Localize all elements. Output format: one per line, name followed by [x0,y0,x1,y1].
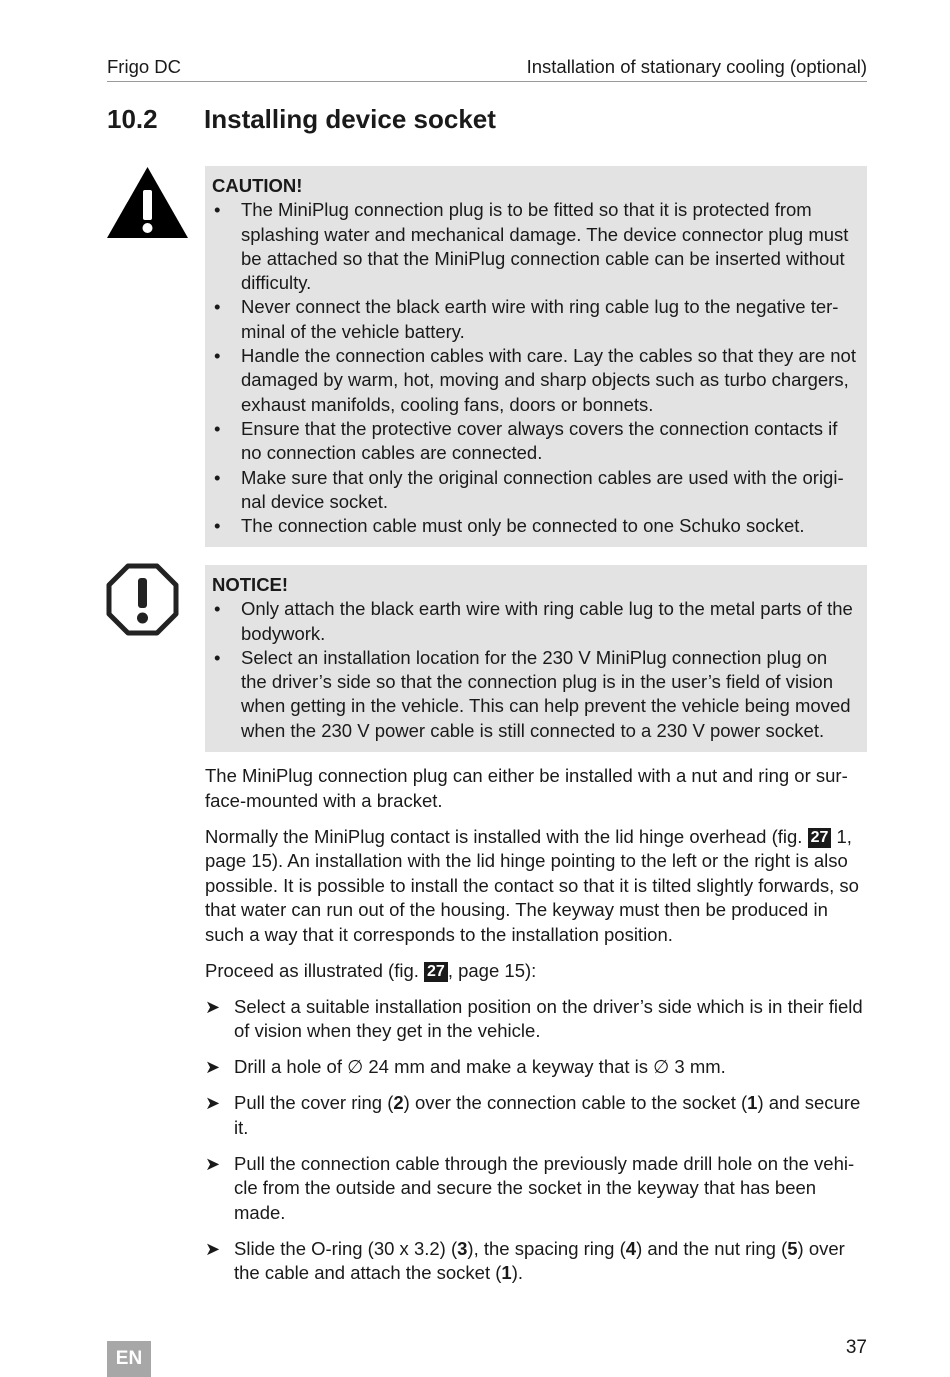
notice-item [212,597,857,646]
caution-item-text: Ensure that the protective cover always covers the connection contacts if no connection cables are connected. [241,417,838,464]
caution-item [212,466,857,515]
page-number: 37 [845,1337,867,1358]
step-list [205,995,867,1286]
step-item [205,1091,867,1140]
paragraph-text: Proceed as illustrated (fig. [205,959,425,981]
section-title: Installing device socket [204,104,496,134]
caution-box [205,166,867,547]
notice-item [212,646,857,743]
caution-item-text: Make sure that only the original connection cables are used with the origi-nal device socket. [241,466,844,512]
step-item [205,1152,867,1226]
caution-list [212,198,857,538]
paragraph-proceed [205,959,867,984]
bullet: • [214,466,221,488]
arrow-bullet-icon: ➤ [205,996,221,1017]
step-text: Slide the O-ring (30 x 3.2) (3), the spacing ring (4) and the nut ring (5) over the cable and attach the socket (1). [234,1237,845,1283]
caution-item-text: Handle the connection cables with care. Lay the cables so that they are not damaged by warm, hot, moving and sharp objects such as turbo chargers, exhaust manifolds, cooling fans, doors or bonnets. [241,345,856,415]
language-badge: EN [107,1341,151,1377]
figure-reference-badge[interactable]: 27 [808,828,832,848]
notice-title: NOTICE! [212,574,289,595]
paragraph-mounting-options: The MiniPlug connection plug can either be installed with a nut and ring or sur-face-mounted with a bracket. [205,765,848,811]
arrow-bullet-icon: ➤ [205,1057,221,1077]
caution-title: CAUTION! [212,175,303,196]
bullet: • [214,296,221,318]
notice-item-text: Only attach the black earth wire with ring cable lug to the metal parts of the bodywork. [241,598,853,644]
paragraph-text: 1, page 15). An installation with the lid hinge pointing to the left or the right is also possible. It is possible to install the contact so that it is tilted slightly forwards, so that water can run out of the housing. The keyway must then be produced in such a way that it corresponds to the installation position. [205,825,859,945]
bullet: • [214,199,221,221]
arrow-bullet-icon: ➤ [205,1093,221,1113]
caution-item [212,198,857,295]
notice-item-text: Select an installation location for the 230 V MiniPlug connection plug on the driver’s side so that the connection plug is in the user’s field of vision when getting in the vehicle. This can help prevent the vehicle being moved when the 230 V power cable is still connected to a 230 V power socket. [241,646,851,741]
notice-box [205,565,867,752]
step-item [205,1237,867,1286]
paragraph-text: Normally the MiniPlug contact is installed with the lid hinge overhead (fig. [205,825,808,847]
step-text: Pull the connection cable through the previously made drill hole on the vehi-cle from the outside and secure the socket in the keyway that has been made. [234,1152,855,1223]
step-text: Select a suitable installation position on the driver’s side which is in their field of vision when they get in the vehicle. [234,995,863,1041]
caution-item [212,344,857,417]
warning-triangle-icon [106,166,189,239]
step-item [205,1055,867,1080]
caution-item-text: The MiniPlug connection plug is to be fitted so that it is protected from splashing water and mechanical damage. The device connector plug must be attached so that the MiniPlug connection cable can be inserted without difficulty. [241,199,849,294]
step-text: Drill a hole of ∅ 24 mm and make a keyway that is ∅ 3 mm. [234,1056,726,1077]
caution-item-text: Never connect the black earth wire with ring cable lug to the negative ter-minal of the vehicle battery. [241,296,839,342]
header-chapter-title: Installation of stationary cooling (optional) [526,56,867,77]
paragraph-installation-orientation [205,825,867,948]
bullet: • [214,417,221,439]
bullet: • [214,598,221,620]
notice-list [212,597,857,743]
octagon-exclamation-icon [106,563,179,636]
step-item [205,995,867,1044]
arrow-bullet-icon: ➤ [205,1153,221,1174]
caution-item [212,514,857,538]
bullet: • [214,345,221,367]
caution-item [212,417,857,466]
step-text: Pull the cover ring (2) over the connection cable to the socket (1) and secure it. [234,1092,861,1138]
bullet: • [214,646,221,668]
bullet: • [214,515,221,537]
body-text [205,764,867,1297]
paragraph-text: , page 15): [447,959,537,981]
arrow-bullet-icon: ➤ [205,1238,221,1259]
page-header [107,56,867,82]
figure-reference-badge[interactable]: 27 [424,962,448,982]
header-product-name: Frigo DC [107,56,182,77]
caution-item [212,295,857,344]
caution-item-text: The connection cable must only be connected to one Schuko socket. [241,515,805,537]
section-number: 10.2 [107,104,158,134]
